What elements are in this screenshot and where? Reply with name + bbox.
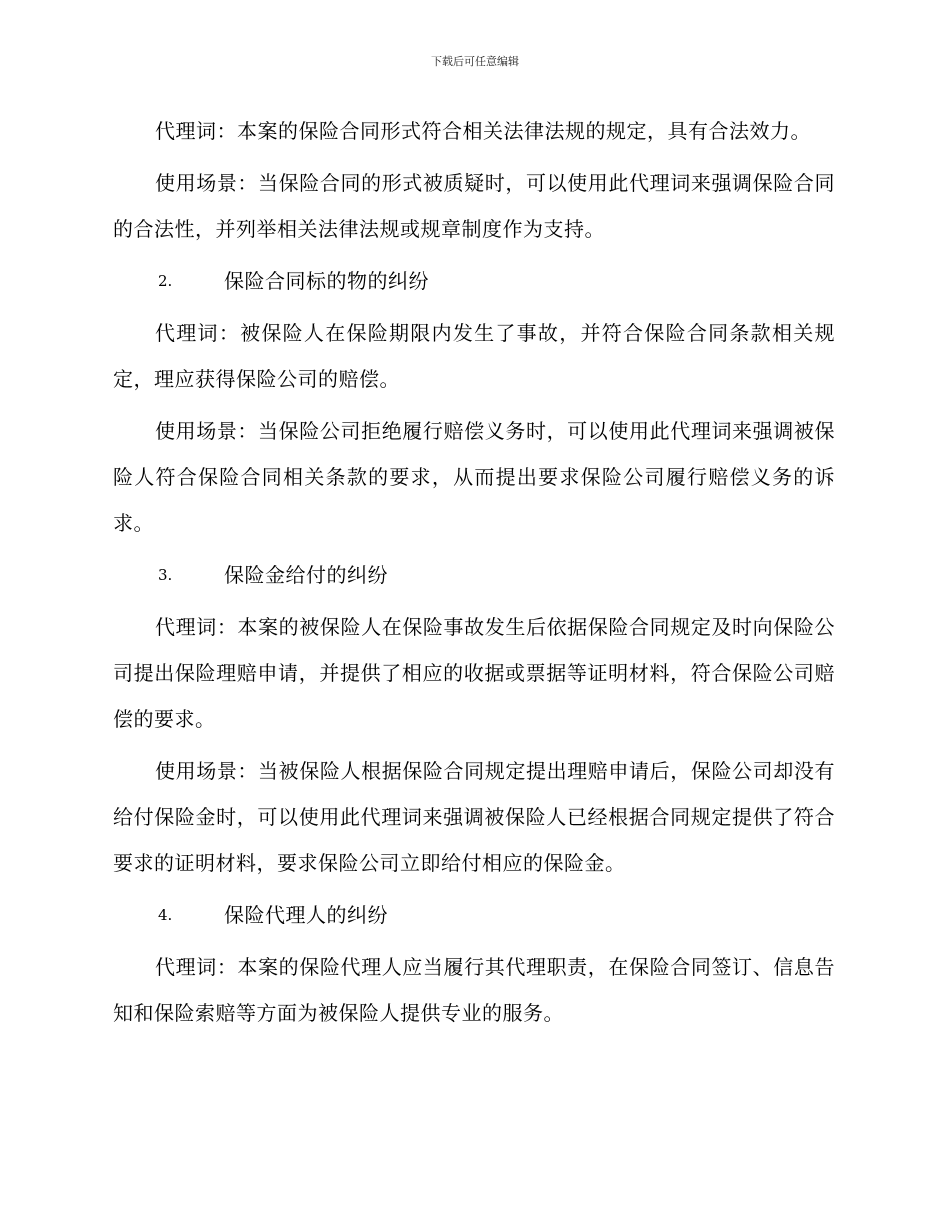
- section-title: 保险合同标的物的纠纷: [224, 269, 429, 293]
- section-heading-4: [113, 892, 835, 938]
- section-number: 4.: [158, 906, 173, 924]
- paragraph-usage-scenario-3: 使用场景：当被保险人根据保险合同规定提出理赔申请后，保险公司却没有给付保险金时，可以使用此代理词来强调被保险人已经根据合同规定提供了符合要求的证明材料，要求保险公司立即给付相应的保险金。: [113, 759, 835, 875]
- section-title: 保险代理人的纠纷: [224, 903, 388, 927]
- paragraph-agency-statement-4: 代理词：本案的保险代理人应当履行其代理职责，在保险合同签订、信息告知和保险索赔等方面为被保险人提供专业的服务。: [113, 955, 835, 1025]
- paragraph-agency-statement-3: 代理词：本案的被保险人在保险事故发生后依据保险合同规定及时向保险公司提出保险理赔申请，并提供了相应的收据或票据等证明材料，符合保险公司赔偿的要求。: [113, 615, 835, 731]
- section-number: 2.: [158, 272, 173, 290]
- paragraph-usage-scenario-1: 使用场景：当保险合同的形式被质疑时，可以使用此代理词来强调保险合同的合法性，并列举相关法律法规或规章制度作为支持。: [113, 171, 835, 241]
- paragraph-agency-statement-1: 代理词：本案的保险合同形式符合相关法律法规的规定，具有合法效力。: [155, 119, 811, 143]
- document-body: [113, 108, 835, 1042]
- section-number: 3.: [158, 566, 173, 584]
- section-heading-2: [113, 258, 835, 304]
- header-note: 下载后可任意编辑: [431, 55, 519, 68]
- section-heading-3: [113, 552, 835, 598]
- paragraph-agency-statement-2: 代理词：被保险人在保险期限内发生了事故，并符合保险合同条款相关规定，理应获得保险公司的赔偿。: [113, 321, 835, 391]
- section-title: 保险金给付的纠纷: [224, 563, 388, 587]
- paragraph-usage-scenario-2: 使用场景：当保险公司拒绝履行赔偿义务时，可以使用此代理词来强调被保险人符合保险合同相关条款的要求，从而提出要求保险公司履行赔偿义务的诉求。: [113, 419, 835, 535]
